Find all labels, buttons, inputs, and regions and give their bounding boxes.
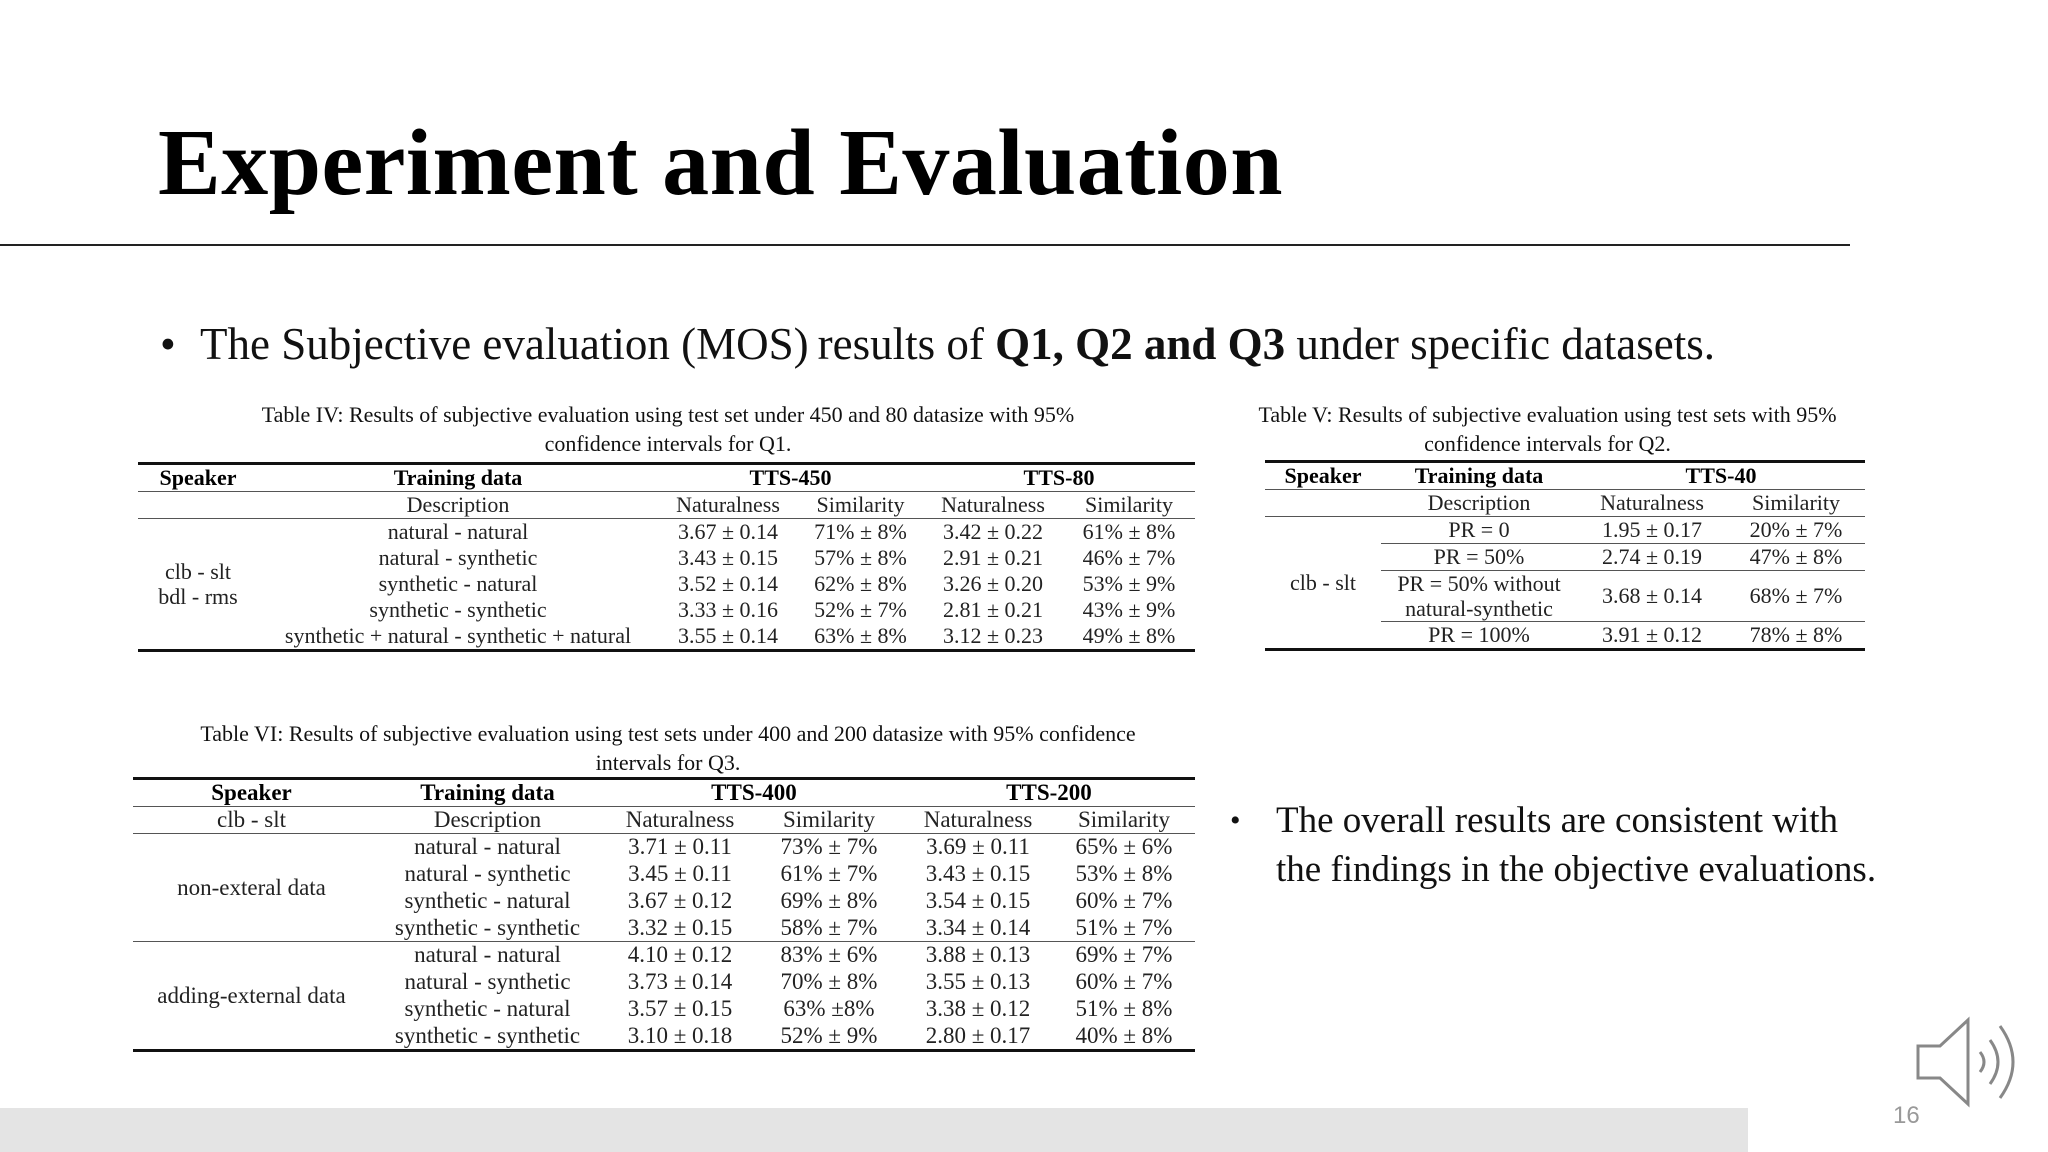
table-cell: 63% ± 8%	[814, 623, 907, 648]
table-cell: 3.73 ± 0.14	[627, 969, 733, 994]
table-cell: natural - natural	[414, 834, 561, 860]
table-cell: 3.71 ± 0.11	[628, 834, 732, 860]
page-number: 16	[1893, 1102, 1920, 1129]
table4-speaker-line1: clb - slt	[165, 559, 231, 584]
table-cell: 60% ± 7%	[1075, 888, 1173, 913]
table5-caption	[1245, 400, 1850, 458]
table-cell: 68% ± 7%	[1727, 571, 1865, 622]
table-cell: 51% ± 8%	[1075, 996, 1173, 1021]
table-cell: 3.43 ± 0.15	[677, 545, 779, 570]
table-cell: 43% ± 9%	[1082, 597, 1176, 622]
table-cell: 3.45 ± 0.11	[628, 861, 732, 886]
table-cell: 1.95 ± 0.17	[1577, 517, 1727, 544]
bullet-dot: •	[160, 319, 176, 369]
table-cell: synthetic - synthetic	[394, 1022, 581, 1048]
table5-caption-line1: Table V: Results of subjective evaluation using test sets with 95%	[1258, 402, 1837, 427]
table6-caption-line2: intervals for Q3.	[595, 750, 741, 775]
table5-speaker-cell: clb - slt	[1290, 569, 1356, 595]
table-cell: synthetic - synthetic	[394, 914, 581, 940]
table-cell: 3.34 ± 0.14	[925, 914, 1031, 940]
table-cell: 3.67 ± 0.12	[627, 888, 733, 913]
table-cell: PR = 0	[1381, 517, 1577, 544]
title-divider	[0, 244, 1850, 246]
table4-caption-line1: Table IV: Results of subjective evaluation using test set under 450 and 80 datasize with 95%	[261, 402, 1075, 427]
table-cell: 60% ± 7%	[1075, 969, 1173, 994]
table5-subheader-similarity: Similarity	[1752, 490, 1840, 515]
table-cell: 61% ± 8%	[1082, 519, 1176, 544]
table4-header-tts450: TTS-450	[749, 465, 832, 490]
table-cell: 2.80 ± 0.17	[925, 1022, 1031, 1048]
table-cell: 4.10 ± 0.12	[627, 942, 733, 968]
main-bullet-prefix: The Subjective evaluation (MOS) results of	[200, 319, 996, 369]
table-cell: PR = 50%	[1381, 544, 1577, 571]
table5-header-training: Training data	[1414, 463, 1544, 488]
table-cell: 57% ± 8%	[814, 545, 907, 570]
table6-header-tts200: TTS-200	[1006, 780, 1092, 805]
table6-subheader-description: Description	[433, 807, 542, 832]
footer-bar	[0, 1108, 1748, 1152]
table-cell: 3.68 ± 0.14	[1577, 571, 1727, 622]
table-cell: 53% ± 8%	[1075, 861, 1173, 886]
conclusion-line1: The overall results are consistent with	[1276, 800, 1839, 841]
table-cell: 52% ± 9%	[780, 1022, 878, 1048]
table4-subheader-similarity: Similarity	[816, 492, 905, 517]
table-row	[133, 834, 1195, 861]
table4	[138, 462, 1195, 652]
table4-subheader-description: Description	[406, 492, 510, 517]
table-cell: synthetic - synthetic	[369, 597, 547, 622]
table6-subheader-similarity: Similarity	[1078, 807, 1170, 832]
table-cell: 3.91 ± 0.12	[1601, 622, 1703, 647]
table-cell: natural - synthetic	[404, 861, 571, 886]
table4-header-tts80: TTS-80	[1023, 465, 1095, 490]
table-cell: synthetic - natural	[378, 571, 538, 596]
main-bullet-bold: Q1, Q2 and Q3	[995, 319, 1286, 369]
table-cell: synthetic - natural	[404, 888, 571, 913]
table-cell: 61% ± 7%	[780, 861, 878, 886]
table-cell: 51% ± 7%	[1075, 914, 1173, 940]
table-cell: synthetic + natural - synthetic + natural	[284, 623, 632, 648]
table4-header-training: Training data	[393, 465, 523, 490]
table6-subheader-similarity: Similarity	[783, 807, 875, 832]
table-row	[138, 545, 1195, 571]
table4-subheader-similarity: Similarity	[1085, 492, 1173, 517]
table-row	[138, 623, 1195, 651]
slide-title: Experiment and Evaluation	[158, 111, 1283, 215]
table4-caption	[138, 400, 1198, 458]
table5-desc-line1: PR = 50% without	[1397, 571, 1561, 596]
table-cell: 20% ± 7%	[1727, 517, 1865, 544]
table4-speaker-line2: bdl - rms	[158, 584, 238, 609]
table-cell: 3.33 ± 0.16	[677, 597, 779, 622]
table-cell: 3.26 ± 0.20	[942, 571, 1044, 596]
table-cell: 71% ± 8%	[814, 519, 907, 544]
table-cell: 3.67 ± 0.14	[677, 519, 779, 544]
table-row	[138, 571, 1195, 597]
table6-group-b: adding-external data	[157, 982, 346, 1008]
table-cell: 3.38 ± 0.12	[925, 996, 1031, 1021]
table5-header-tts40: TTS-40	[1685, 463, 1757, 488]
table-cell: 73% ± 7%	[780, 834, 878, 860]
table-row	[1265, 517, 1865, 544]
table-cell: 62% ± 8%	[814, 571, 907, 596]
table-cell: 53% ± 9%	[1082, 571, 1176, 596]
table-cell: synthetic - natural	[404, 996, 571, 1021]
table-cell: 52% ± 7%	[814, 597, 907, 622]
table-cell: 47% ± 8%	[1727, 544, 1865, 571]
main-bullet	[160, 318, 1715, 370]
table-cell: natural - synthetic	[378, 545, 538, 570]
table-cell	[1381, 571, 1577, 622]
conclusion-line2: the findings in the objective evaluations.	[1276, 849, 1877, 890]
conclusion-text	[1276, 796, 1876, 894]
table4-subheader-naturalness: Naturalness	[676, 492, 780, 517]
table6-header-tts400: TTS-400	[711, 780, 797, 805]
table-cell: 3.43 ± 0.15	[925, 861, 1031, 886]
table-row	[133, 942, 1195, 969]
table6-subheader-naturalness: Naturalness	[625, 807, 735, 832]
table4-caption-line2: confidence intervals for Q1.	[544, 431, 792, 456]
table-cell: 3.52 ± 0.14	[677, 571, 779, 596]
table-cell: 3.88 ± 0.13	[925, 942, 1031, 968]
table-cell: 3.32 ± 0.15	[627, 914, 733, 940]
table-cell: 40% ± 8%	[1075, 1022, 1173, 1048]
table-cell: 3.42 ± 0.22	[942, 519, 1044, 544]
table-row	[138, 597, 1195, 623]
main-bullet-suffix: under specific datasets.	[1285, 319, 1715, 369]
table5-subheader-description: Description	[1427, 490, 1531, 515]
table6	[133, 777, 1195, 1052]
table5-desc-line2: natural-synthetic	[1405, 596, 1553, 621]
table-cell: 83% ± 6%	[780, 942, 878, 968]
table-cell: 2.74 ± 0.19	[1577, 544, 1727, 571]
table4-header-speaker: Speaker	[159, 465, 237, 490]
table-cell: 63% ±8%	[783, 996, 875, 1021]
table5	[1265, 460, 1865, 651]
table-cell: natural - natural	[414, 942, 561, 968]
table-cell: 69% ± 8%	[780, 888, 878, 913]
table-cell: 3.12 ± 0.23	[942, 623, 1044, 648]
table-cell: natural - synthetic	[404, 969, 571, 994]
table6-header-training: Training data	[420, 780, 555, 805]
table-cell: 3.55 ± 0.14	[677, 623, 779, 648]
table-cell: 46% ± 7%	[1082, 545, 1176, 570]
table4-subheader-naturalness: Naturalness	[941, 492, 1045, 517]
table-cell: natural - natural	[387, 519, 529, 544]
table-row	[138, 519, 1195, 546]
table6-group-a: non-exteral data	[177, 874, 326, 900]
table-cell: 78% ± 8%	[1749, 622, 1843, 647]
table5-subheader-naturalness: Naturalness	[1600, 490, 1704, 515]
table4-speaker-cell	[138, 519, 258, 651]
table6-subheader-naturalness: Naturalness	[923, 807, 1033, 832]
table-cell: 49% ± 8%	[1082, 623, 1176, 648]
table-cell: 3.69 ± 0.11	[926, 834, 1030, 860]
table-cell: 69% ± 7%	[1075, 942, 1173, 968]
table-cell: 58% ± 7%	[780, 914, 878, 940]
table-cell: 65% ± 6%	[1075, 834, 1173, 860]
table6-caption	[138, 719, 1198, 777]
table-cell: PR = 100%	[1428, 622, 1530, 647]
table-cell: 3.57 ± 0.15	[627, 996, 733, 1021]
bullet-dot: •	[1230, 804, 1241, 837]
table-cell: 2.81 ± 0.21	[942, 597, 1044, 622]
table-cell: 2.91 ± 0.21	[942, 545, 1044, 570]
table6-caption-line1: Table VI: Results of subjective evaluation using test sets under 400 and 200 datasize with 95% confidence	[200, 721, 1136, 746]
table5-caption-line2: confidence intervals for Q2.	[1424, 431, 1671, 456]
table-cell: 70% ± 8%	[780, 969, 878, 994]
speaker-icon[interactable]	[1912, 1012, 2032, 1117]
table-cell: 3.55 ± 0.13	[925, 969, 1031, 994]
table6-header-speaker: Speaker	[211, 780, 292, 805]
table-cell: 3.10 ± 0.18	[627, 1022, 733, 1048]
table-cell: 3.54 ± 0.15	[925, 888, 1031, 913]
table6-subheader-speaker: clb - slt	[217, 807, 286, 832]
table5-header-speaker: Speaker	[1284, 463, 1362, 488]
